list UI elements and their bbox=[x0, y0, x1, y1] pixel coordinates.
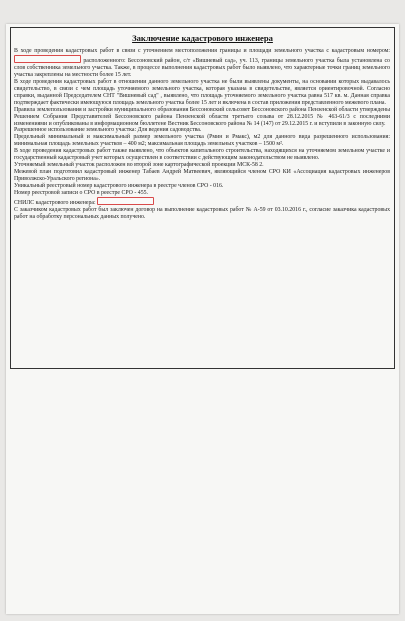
paragraph: Предельный минимальный и максимальный размер земельного участка (Рмин и Рмакс), м2 для данного вида разрешенного использования: минимальная площадь земельных участков – 400 м2; максимальная площадь земельных участков – 1500 м². bbox=[14, 134, 390, 148]
text-frame bbox=[10, 27, 395, 369]
document-title: Заключение кадастрового инженера bbox=[132, 33, 273, 43]
redaction-box bbox=[97, 197, 154, 205]
document-page bbox=[6, 24, 399, 614]
paragraph-text: расположенного: Бессоновский район, с/т «Вишневый сад», уч. 113, границы земельного участка была установлена со слов собственника земельного участка. Также, в процессе выполнения кадастровых работ было выявлено, что характерные точки границ земельного участка закреплены на местности более 15 лет. bbox=[14, 57, 390, 78]
paragraph-text: В ходе проведения кадастровых работ в связи с уточнением местоположения границы и площади земельного участка с кадастровым номером: bbox=[14, 48, 390, 54]
paragraph: Межевой план подготовил кадастровый инженер Табаев Андрей Матвеевич, являющийся членом СРО КИ «Ассоциация кадастровых инженеров Приволжско-Уральского региона». bbox=[14, 169, 390, 183]
document-body bbox=[14, 48, 390, 221]
paragraph: Правила землепользования и застройки муниципального образования Бессоновский сельсовет Бессоновского района Пензенской области утверждены Решением Собрания Представителей Бессоновского района Пензенской области третьего созыва от 28.12.2015 № 463-61/3 с последними изменениями и опубликованы в информационном бюллетене Вестник Бессоновского района № 14 (147) от 29.12.2015 г. и вступили в законную силу. bbox=[14, 106, 390, 127]
paragraph-text: СНИЛС кадастрового инженера: bbox=[14, 200, 96, 207]
paragraph: В ходе проведения кадастровых работ также выявлено, что объектов капитального строительства, находящихся на уточняемом земельном участке и государственный кадастровый учет которых осуществлен в соответствии с действующим законодательством не выявлено. bbox=[14, 148, 390, 162]
paragraph: В ходе проведения кадастровых работ в отношении данного земельного участка не были выявлены документы, на основании которых выдавалось свидетельство, в связи с чем площадь уточняемого земельного участка, которая указана в свидетельстве, является ориентировочной. Согласно справки, выданной Председателем СНТ "Вишневый сад" , выявлено, что площадь уточняемого земельного участка равна 517 кв. м. Данная справка подтверждает фактически имеющуюся площадь земельного участка более 15 лет и включена в состав приложения представленного межевого плана. bbox=[14, 78, 390, 106]
paragraph: Номер реестровой записи о СРО в реестре СРО - 455. bbox=[14, 190, 149, 197]
paragraph: С заказчиком кадастровых работ был заключен договор на выполнение кадастровых работ № А-59 от 03.10.2016 г., согласие заказчика кадастровых работ на обработку персональных данных получено. bbox=[14, 206, 390, 220]
paragraph: Уточняемый земельный участок расположен во второй зоне картографической проекции МСК-58 2. bbox=[14, 162, 264, 169]
paragraph bbox=[14, 48, 390, 79]
redaction-box bbox=[14, 55, 81, 63]
paragraph: Уникальный реестровый номер кадастрового инженера в реестре членов СРО - 016. bbox=[14, 183, 224, 190]
paragraph: Разрешенное использование земельного участка: Для ведения садоводства. bbox=[14, 127, 202, 134]
paragraph bbox=[14, 197, 390, 207]
